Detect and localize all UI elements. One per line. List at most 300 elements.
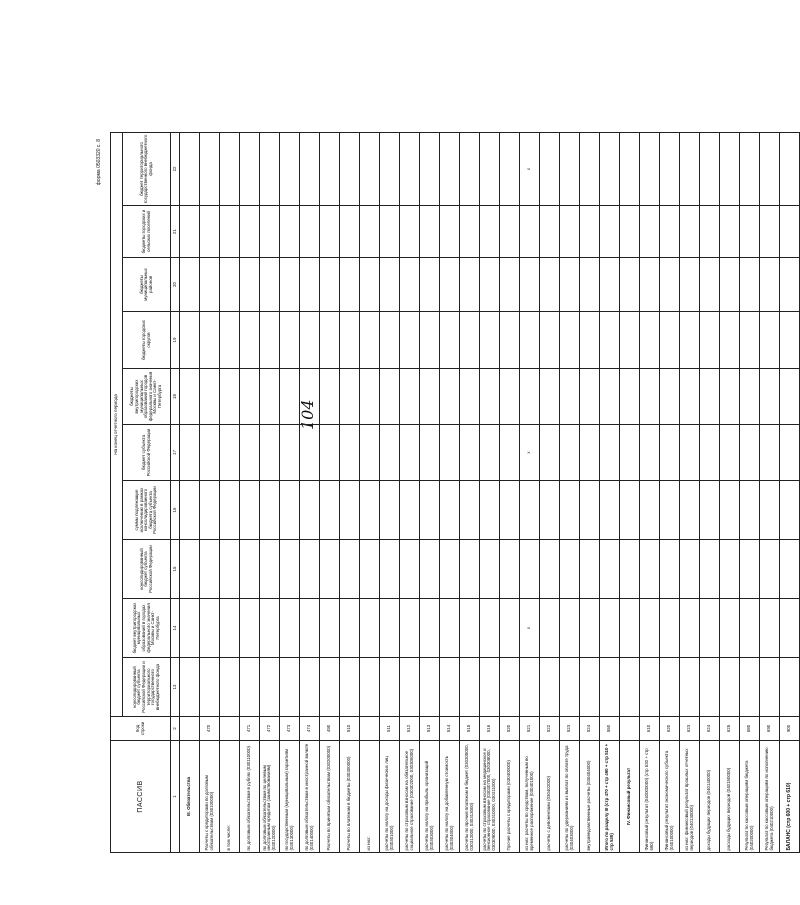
value-cell <box>280 258 300 312</box>
value-cell <box>400 599 420 658</box>
value-cell <box>300 658 320 717</box>
table-row <box>780 132 800 852</box>
value-cell <box>260 599 280 658</box>
value-cell <box>680 658 700 717</box>
value-cell <box>200 658 220 717</box>
value-cell <box>420 425 440 481</box>
table-row <box>540 132 560 852</box>
row-label: доходы будущих периодов (040140000) <box>700 741 720 853</box>
row-code: 624 <box>700 717 720 741</box>
value-cell <box>460 258 480 312</box>
value-cell <box>420 312 440 369</box>
value-cell <box>380 312 400 369</box>
table-row <box>400 132 420 852</box>
value-cell <box>780 599 800 658</box>
value-cell <box>180 369 200 425</box>
row-code: 510 <box>340 717 360 741</box>
value-cell <box>540 132 560 205</box>
table-row <box>720 132 740 852</box>
value-cell <box>680 132 700 205</box>
value-cell <box>360 206 380 258</box>
value-cell <box>580 658 600 717</box>
value-cell <box>300 312 320 369</box>
value-cell <box>460 658 480 717</box>
value-cell <box>760 540 780 599</box>
value-cell <box>320 425 340 481</box>
row-code <box>180 717 200 741</box>
value-cell <box>340 599 360 658</box>
column-header: бюджет территориального государственного внебюджетного фонда <box>123 132 171 205</box>
value-cell <box>580 312 600 369</box>
value-cell <box>260 481 280 540</box>
value-cell <box>600 599 620 658</box>
value-cell <box>440 132 460 205</box>
value-cell <box>740 132 760 205</box>
value-cell <box>500 481 520 540</box>
value-cell <box>200 132 220 205</box>
value-cell <box>240 369 260 425</box>
value-cell <box>360 540 380 599</box>
value-cell <box>460 206 480 258</box>
value-cell <box>620 369 640 425</box>
value-cell <box>480 658 500 717</box>
column-number: 18 <box>171 369 180 425</box>
row-label: по государственным (муниципальным) гарантиям (030130000) <box>280 741 300 853</box>
value-cell <box>420 132 440 205</box>
row-label: расчеты по налогу на добавленную стоимость (030304000) <box>440 741 460 853</box>
row-label: по долговым обязательствам в рублях (030110000) <box>240 741 260 853</box>
value-cell <box>180 599 200 658</box>
value-cell <box>760 658 780 717</box>
value-cell <box>380 599 400 658</box>
value-cell <box>680 425 700 481</box>
value-cell <box>440 258 460 312</box>
table-row <box>760 132 780 852</box>
row-label: Прочие расчеты с кредиторами (030400000) <box>500 741 520 853</box>
value-cell <box>580 599 600 658</box>
row-label: Расчеты с кредиторами по долговым обязательствам (030100000) <box>200 741 220 853</box>
row-code: 473 <box>280 717 300 741</box>
row-label: расчеты по прочим платежам в бюджет (030305000, 030312000, 030313000) <box>460 741 480 853</box>
table-row <box>240 132 260 852</box>
value-cell <box>560 258 580 312</box>
value-cell <box>580 132 600 205</box>
value-cell <box>540 312 560 369</box>
row-code: 512 <box>400 717 420 741</box>
value-cell <box>520 481 540 540</box>
table-row <box>440 132 460 852</box>
value-cell <box>300 258 320 312</box>
value-cell <box>360 312 380 369</box>
table-row <box>620 132 640 852</box>
value-cell <box>440 206 460 258</box>
value-cell <box>620 481 640 540</box>
value-cell <box>580 481 600 540</box>
table-row <box>740 132 760 852</box>
value-cell <box>280 369 300 425</box>
row-label: расчеты по страховым взносам на обязательное социальное страхование (030302000, 030306000) <box>400 741 420 853</box>
value-cell <box>500 425 520 481</box>
row-code: 522 <box>540 717 560 741</box>
column-header: бюджет внутригородских муниципальных образований в городах федерального значения Москвы и Санкт-Петербурга <box>123 599 171 658</box>
value-cell <box>300 206 320 258</box>
table-row <box>600 132 620 852</box>
value-cell <box>360 369 380 425</box>
value-cell <box>760 258 780 312</box>
value-cell <box>500 540 520 599</box>
row-code: 524 <box>580 717 600 741</box>
value-cell <box>200 481 220 540</box>
row-code: 514 <box>440 717 460 741</box>
row-label: расчеты по налогу на доходы физических лиц (030301000) <box>380 741 400 853</box>
column-number: 21 <box>171 206 180 258</box>
value-cell <box>360 658 380 717</box>
value-cell <box>540 206 560 258</box>
row-label: III. Обязательства <box>180 741 200 853</box>
value-cell <box>760 132 780 205</box>
value-cell <box>180 481 200 540</box>
row-label: Финансовый результат (040000000) (стр 620 + стр 680) <box>640 741 660 853</box>
value-cell <box>500 312 520 369</box>
row-code: 513 <box>420 717 440 741</box>
value-cell <box>780 481 800 540</box>
column-number: 13 <box>171 658 180 717</box>
value-cell <box>560 599 580 658</box>
value-cell <box>300 132 320 205</box>
value-cell <box>180 425 200 481</box>
value-cell <box>560 540 580 599</box>
value-cell <box>760 369 780 425</box>
row-code: 523 <box>560 717 580 741</box>
row-code: 690 <box>760 717 780 741</box>
row-label: Расчеты по платежам в бюджеты (030300000) <box>340 741 360 853</box>
value-cell <box>560 369 580 425</box>
row-label: расчеты по страховым взносам на медицинское и пенсионное страхование (030307000, 030308000, 030309000, 030310000, 030311000) <box>480 741 500 853</box>
value-cell <box>740 540 760 599</box>
value-cell <box>620 425 640 481</box>
value-cell <box>660 369 680 425</box>
value-cell <box>440 312 460 369</box>
table-row <box>640 132 660 852</box>
value-cell <box>680 258 700 312</box>
column-number: 1 <box>171 741 180 853</box>
value-cell <box>480 312 500 369</box>
code-header: Код строки <box>111 717 171 741</box>
row-label: из них: расчеты по средствам, полученным во временное распоряжение (030401000) <box>520 741 540 853</box>
value-cell <box>220 258 240 312</box>
value-cell <box>460 599 480 658</box>
value-cell <box>260 425 280 481</box>
value-cell <box>620 132 640 205</box>
value-cell <box>220 658 240 717</box>
value-cell <box>520 658 540 717</box>
value-cell <box>240 658 260 717</box>
column-number: 16 <box>171 481 180 540</box>
value-cell <box>660 481 680 540</box>
value-cell <box>280 481 300 540</box>
value-cell <box>700 599 720 658</box>
row-code: 474 <box>300 717 320 741</box>
value-cell <box>620 540 640 599</box>
value-cell <box>520 312 540 369</box>
value-cell <box>500 206 520 258</box>
value-cell <box>380 206 400 258</box>
value-cell <box>280 132 300 205</box>
value-cell <box>620 258 640 312</box>
value-cell <box>700 206 720 258</box>
value-cell <box>680 206 700 258</box>
value-cell <box>420 658 440 717</box>
value-cell <box>180 132 200 205</box>
value-cell <box>680 540 700 599</box>
column-number: 14 <box>171 599 180 658</box>
value-cell <box>320 258 340 312</box>
value-cell <box>480 206 500 258</box>
table-row <box>180 132 200 852</box>
value-cell <box>720 132 740 205</box>
value-cell <box>700 425 720 481</box>
table-row <box>260 132 280 852</box>
value-cell <box>660 425 680 481</box>
value-cell <box>600 658 620 717</box>
column-number: 19 <box>171 312 180 369</box>
value-cell <box>720 599 740 658</box>
row-code: 623 <box>680 717 700 741</box>
value-cell <box>240 312 260 369</box>
balance-table <box>110 132 800 853</box>
row-label: внутриведомственные расчеты (030404000) <box>580 741 600 853</box>
value-cell <box>440 658 460 717</box>
row-label: Финансовый результат экономического субъекта (040100000) <box>660 741 680 853</box>
value-cell <box>520 369 540 425</box>
value-cell <box>640 369 660 425</box>
value-cell <box>400 425 420 481</box>
value-cell <box>180 540 200 599</box>
table-row <box>460 132 480 852</box>
row-label: Итого по разделу III (стр 470 + стр 490 + стр 510 + стр 530) <box>600 741 620 853</box>
value-cell <box>260 132 280 205</box>
value-cell <box>580 258 600 312</box>
row-code <box>620 717 640 741</box>
value-cell <box>240 481 260 540</box>
value-cell <box>220 369 240 425</box>
column-number: 15 <box>171 540 180 599</box>
value-cell <box>700 540 720 599</box>
value-cell <box>340 369 360 425</box>
value-cell <box>780 658 800 717</box>
value-cell <box>340 658 360 717</box>
table-row <box>560 132 580 852</box>
value-cell <box>200 258 220 312</box>
value-cell <box>220 425 240 481</box>
table-row <box>300 132 320 852</box>
value-cell <box>600 481 620 540</box>
value-cell <box>560 312 580 369</box>
value-cell <box>660 132 680 205</box>
value-cell <box>280 312 300 369</box>
value-cell <box>720 481 740 540</box>
table-row <box>320 132 340 852</box>
value-cell <box>780 206 800 258</box>
value-cell <box>200 206 220 258</box>
value-cell <box>740 599 760 658</box>
value-cell <box>400 258 420 312</box>
value-cell <box>220 540 240 599</box>
value-cell <box>380 540 400 599</box>
value-cell <box>660 658 680 717</box>
value-cell <box>660 258 680 312</box>
column-header: консолидированный бюджет субъекта Российской Федерации и территориального государственного внебюджетного фонда <box>123 658 171 717</box>
row-code: 472 <box>260 717 280 741</box>
value-cell <box>760 206 780 258</box>
value-cell <box>720 258 740 312</box>
column-number: 17 <box>171 425 180 481</box>
value-cell <box>240 599 260 658</box>
row-code: 680 <box>740 717 760 741</box>
value-cell <box>220 132 240 205</box>
value-cell <box>540 540 560 599</box>
value-cell <box>780 258 800 312</box>
value-cell <box>260 312 280 369</box>
value-cell <box>280 658 300 717</box>
value-cell <box>360 481 380 540</box>
row-label: Результат по кассовым операциям бюджета (040200000) <box>740 741 760 853</box>
value-cell <box>660 540 680 599</box>
value-cell <box>600 206 620 258</box>
value-cell <box>260 258 280 312</box>
value-cell <box>660 599 680 658</box>
value-cell <box>720 425 740 481</box>
value-cell <box>560 425 580 481</box>
value-cell <box>480 369 500 425</box>
value-cell <box>400 369 420 425</box>
table-row <box>360 132 380 852</box>
value-cell <box>620 312 640 369</box>
value-cell <box>200 425 220 481</box>
value-cell <box>580 540 600 599</box>
value-cell <box>480 258 500 312</box>
row-label: по долговым обязательствам по целевым иностранным кредитам (заимствованиям) (030120000) <box>260 741 280 853</box>
row-code: 490 <box>320 717 340 741</box>
value-cell <box>360 132 380 205</box>
value-cell <box>320 312 340 369</box>
value-cell <box>320 132 340 205</box>
value-cell <box>460 312 480 369</box>
value-cell <box>640 658 660 717</box>
value-cell <box>720 369 740 425</box>
table-row <box>200 132 220 852</box>
value-cell <box>460 425 480 481</box>
value-cell <box>660 312 680 369</box>
value-cell <box>580 425 600 481</box>
value-cell <box>340 425 360 481</box>
column-header: бюджеты муниципальных районов <box>123 258 171 312</box>
value-cell <box>560 132 580 205</box>
value-cell <box>380 425 400 481</box>
value-cell <box>500 369 520 425</box>
value-cell <box>480 132 500 205</box>
value-cell <box>640 599 660 658</box>
value-cell <box>420 206 440 258</box>
form-reference: форма 0503320 с. 8 <box>96 139 102 186</box>
value-cell <box>740 481 760 540</box>
value-cell <box>180 312 200 369</box>
value-cell <box>400 481 420 540</box>
value-cell <box>500 258 520 312</box>
table-row <box>700 132 720 852</box>
value-cell <box>440 369 460 425</box>
page-number: 104 <box>298 399 317 430</box>
value-cell <box>500 599 520 658</box>
value-cell <box>760 425 780 481</box>
row-code: 900 <box>780 717 800 741</box>
value-cell <box>700 132 720 205</box>
value-cell <box>780 132 800 205</box>
row-label: из них: <box>360 741 380 853</box>
value-cell <box>360 425 380 481</box>
table-row <box>500 132 520 852</box>
value-cell <box>240 258 260 312</box>
row-code <box>360 717 380 741</box>
column-header: бюджеты внутригородских муниципальных образований городов федерального значения Москвы и Санкт-Петербурга <box>123 369 171 425</box>
value-cell <box>440 481 460 540</box>
table-row <box>680 132 700 852</box>
column-header: бюджеты городских округов <box>123 312 171 369</box>
row-label: IV. Финансовый результат <box>620 741 640 853</box>
value-cell <box>700 369 720 425</box>
row-label: БАЛАНС (стр 600 + стр 610) <box>780 741 800 853</box>
value-cell: x <box>520 132 540 205</box>
value-cell <box>700 312 720 369</box>
value-cell <box>620 658 640 717</box>
row-code: 521 <box>520 717 540 741</box>
row-label: в том числе: <box>220 741 240 853</box>
table-row <box>660 132 680 852</box>
value-cell <box>320 540 340 599</box>
value-cell <box>180 658 200 717</box>
value-cell <box>400 312 420 369</box>
value-cell <box>580 206 600 258</box>
value-cell <box>680 481 700 540</box>
row-label: расходы будущих периодов (040150000) <box>720 741 740 853</box>
value-cell <box>440 425 460 481</box>
value-cell <box>300 540 320 599</box>
balance-sheet-page <box>96 133 792 853</box>
value-cell <box>200 369 220 425</box>
value-cell <box>600 425 620 481</box>
value-cell <box>240 132 260 205</box>
value-cell <box>380 132 400 205</box>
value-cell <box>640 132 660 205</box>
value-cell <box>440 599 460 658</box>
value-cell <box>340 312 360 369</box>
column-header: бюджеты городских и сельских поселений <box>123 206 171 258</box>
column-number: 2 <box>171 717 180 741</box>
value-cell <box>540 658 560 717</box>
row-label: расчеты с депонентами (030402000) <box>540 741 560 853</box>
value-cell <box>260 206 280 258</box>
value-cell <box>440 540 460 599</box>
table-row <box>220 132 240 852</box>
value-cell <box>720 658 740 717</box>
value-cell <box>600 369 620 425</box>
value-cell <box>660 206 680 258</box>
value-cell <box>280 540 300 599</box>
row-code: 471 <box>240 717 260 741</box>
value-cell <box>280 599 300 658</box>
value-cell <box>540 425 560 481</box>
value-cell <box>780 312 800 369</box>
